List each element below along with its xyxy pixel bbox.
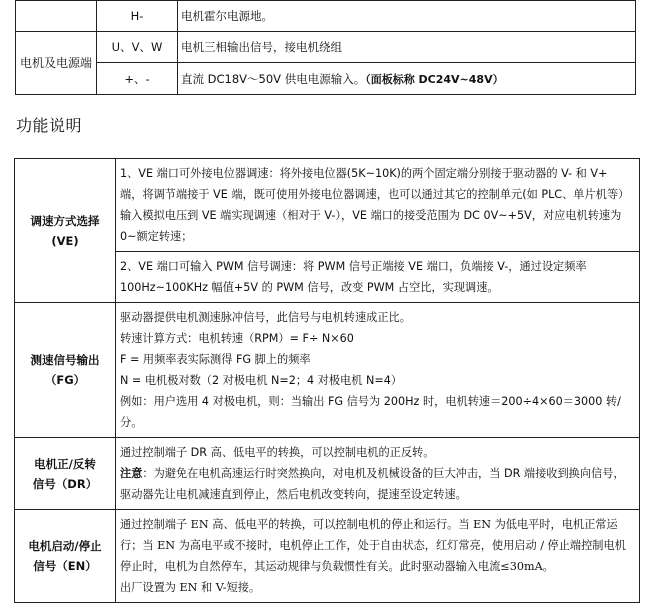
function-label-en [15, 510, 116, 603]
table-row [16, 32, 636, 63]
group-label [16, 32, 97, 95]
paragraph: 驱动器提供电机测速脉冲信号，此信号与电机转速成正比。 [120, 311, 411, 324]
signal-name: H- [97, 1, 178, 32]
paragraph: 出厂设置为 EN 和 V-短接。 [120, 581, 261, 594]
table-row [15, 510, 640, 603]
panel-rating-note: （面板标称 DC24V~48V） [365, 72, 504, 86]
function-label-code: （FG） [44, 373, 86, 387]
paragraph: 例如：用户选用 4 对极电机，则：当输出 FG 信号为 200Hz 时，电机转速＝200÷4×60＝3000 转/分。 [120, 395, 621, 429]
function-label-text: 电机正/反转 [34, 456, 96, 471]
signal-table [15, 0, 636, 95]
section-title: 功能说明 [16, 116, 83, 135]
signal-description: 电机霍尔电源地。 [178, 1, 636, 32]
paragraph: 2、VE 端口可输入 PWM 信号调速：将 PWM 信号正端接 VE 端口，负端接 V-，通过设定频率 100Hz~100KHz 幅值+5V 的 PWM 信号，改变 PWM 占空比，实现调速。 [120, 260, 587, 294]
paragraph: 转速计算方式：电机转速（RPM）= F÷ N×60 [120, 332, 354, 345]
function-label-code: (VE) [51, 233, 79, 248]
function-label-fg [15, 303, 116, 438]
function-text [116, 438, 640, 510]
function-label-code: 信号（DR） [32, 476, 98, 491]
function-text [116, 159, 640, 252]
function-label-code: 信号（EN） [33, 559, 97, 573]
paragraph: 通过控制端子 EN 高、低电平的转换，可以控制电机的停止和运行。当 EN 为低电平时，电机正常运行；当 EN 为高电平或不接时，电机停止工作，处于自由状态，红灯常亮，使用启动 / 停止端控制电机停止时，电机为自然停车，其运动规律与负载惯性有关。此时驱动器输入电流≤30mA。 [120, 518, 626, 573]
function-label-dr [15, 438, 116, 510]
table-row [16, 63, 636, 95]
table-row [15, 303, 640, 438]
paragraph: 通过控制端子 DR 高、低电平的转换，可以控制电机的正反转。 [120, 446, 435, 459]
signal-description [178, 63, 636, 95]
function-table [14, 158, 640, 603]
paragraph: 1、VE 端口可外接电位器调速：将外接电位器(5K~10K)的两个固定端分别接于驱动器的 V- 和 V+ 端，将调节端接于 VE 端，既可使用外接电位器调速，也可以通过其它的控制单元(如 PLC、单片机等）输入模拟电压到 VE 端实现调速（相对于 V-），VE 端口的接受范围为 DC 0V~+5V，对应电机转速为 0~额定转速； [120, 167, 630, 243]
function-label-text: 调速方式选择 [30, 213, 100, 228]
signal-name: U、V、W [97, 32, 178, 63]
paragraph: F = 用频率表实际测得 FG 脚上的频率 [120, 353, 311, 366]
table-row [16, 1, 636, 32]
signal-description-text: 直流 DC18V～50V 供电电源输入。 [181, 71, 366, 86]
table-row [15, 159, 640, 252]
table-cell [16, 1, 97, 32]
paragraph [120, 463, 633, 505]
function-text [116, 510, 640, 603]
function-text [116, 252, 640, 303]
signal-name: +、- [97, 63, 178, 95]
function-label-text: 测速信号输出 [30, 353, 100, 367]
function-text [116, 303, 640, 438]
function-label-ve [15, 159, 116, 303]
group-label-text: 电机及电源端 [19, 56, 92, 70]
function-label-text: 电机启动/停止 [28, 539, 102, 553]
note-label: 注意 [120, 467, 143, 480]
signal-description: 电机三相输出信号，接电机绕组 [178, 32, 636, 63]
paragraph: N = 电机极对数（2 对极电机 N=2；4 对极电机 N=4） [120, 374, 403, 387]
table-row [15, 438, 640, 510]
note-text: ：为避免在电机高速运行时突然换向，对电机及机械设备的巨大冲击，当 DR 端接收到换向信号，驱动器先让电机减速直到停止，然后电机改变转向，提速至设定转速。 [120, 467, 625, 501]
